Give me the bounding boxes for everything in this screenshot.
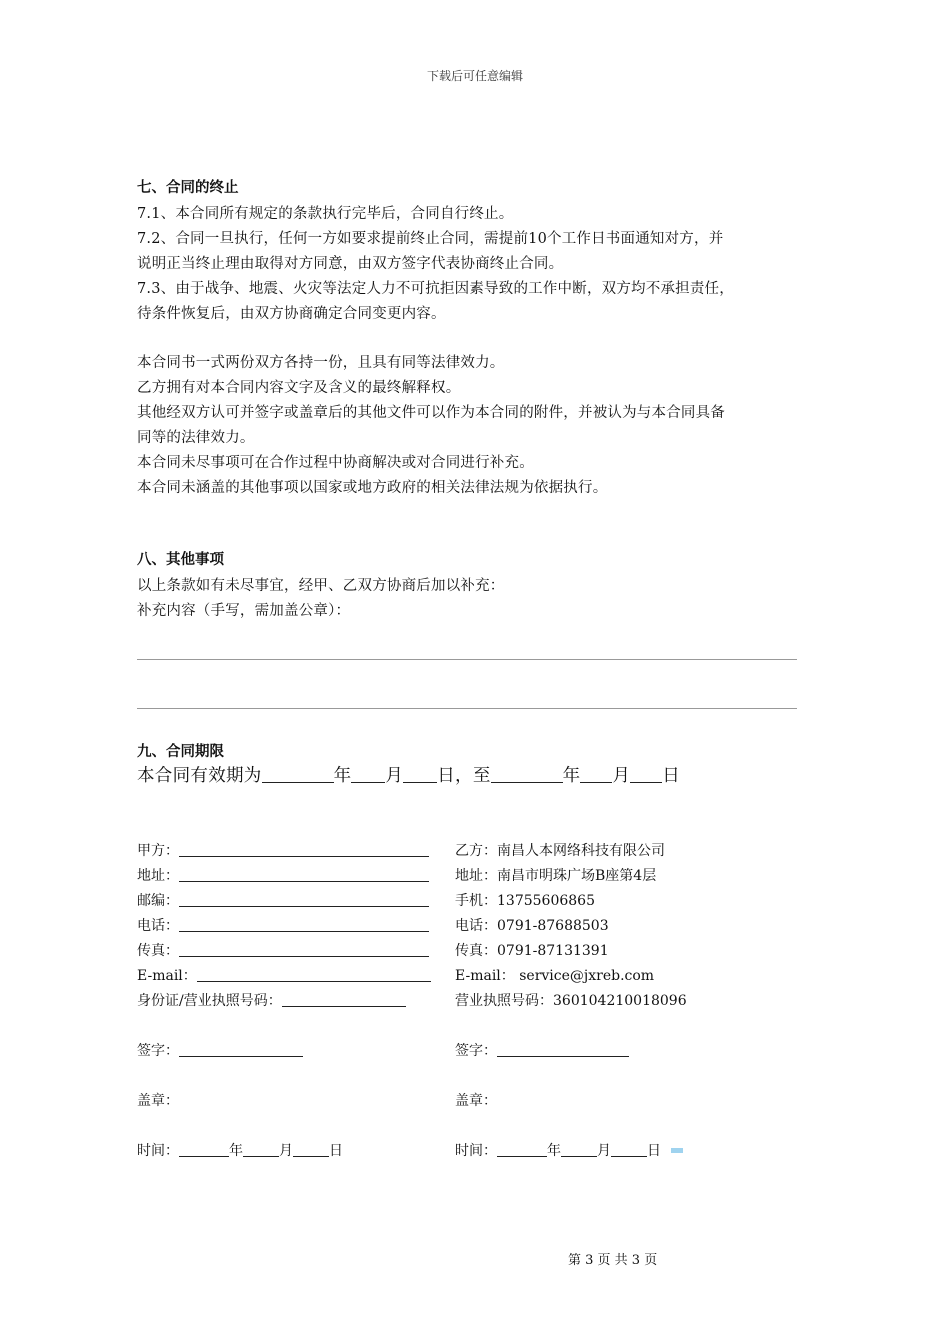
- phone-label: 电话：: [137, 918, 179, 934]
- party-b-fax: 传真：0791-87131391: [455, 943, 609, 959]
- general-clause-line: 乙方拥有对本合同内容文字及含义的最终解释权。: [137, 380, 461, 396]
- party-a-day-field[interactable]: [293, 1142, 329, 1157]
- month-label: 月: [597, 1143, 611, 1159]
- section-7-title: 七、合同的终止: [137, 180, 239, 196]
- page-header: 下载后可任意编辑: [426, 69, 523, 83]
- party-a-fax-row: [137, 940, 429, 960]
- party-a-sign-row: [137, 1040, 303, 1060]
- section-7-line: 7.1、本合同所有规定的条款执行完毕后，合同自行终止。: [137, 206, 514, 222]
- party-b-year-field[interactable]: [497, 1142, 547, 1157]
- contract-period-line: [137, 762, 680, 787]
- section-7-line: 7.2、合同一旦执行，任何一方如要求提前终止合同，需提前10个工作日书面通知对方，并: [137, 231, 724, 247]
- day-label: 日: [647, 1143, 661, 1159]
- party-b-email: E-mail： service@jxreb.com: [455, 968, 655, 984]
- party-a-time-row: [137, 1140, 343, 1160]
- general-clause-line: 本合同未尽事项可在合作过程中协商解决或对合同进行补充。: [137, 455, 534, 471]
- party-a-phone-row: [137, 915, 429, 935]
- year-label: 年: [333, 766, 352, 786]
- party-b-sign-row: [455, 1040, 629, 1060]
- party-b-address: 地址：南昌市明珠广场B座第4层: [455, 868, 657, 884]
- section-9-title: 九、合同期限: [137, 744, 224, 760]
- party-b-license: 营业执照号码：360104210018096: [455, 993, 687, 1009]
- section-7-line: 待条件恢复后，由双方协商确定合同变更内容。: [137, 306, 446, 322]
- time-label: 时间：: [137, 1143, 179, 1159]
- party-b-phone: 电话：0791-87688503: [455, 918, 609, 934]
- fax-label: 传真：: [137, 943, 179, 959]
- sign-label: 签字：: [455, 1043, 497, 1059]
- supplement-write-line[interactable]: [137, 708, 797, 709]
- party-b-month-field[interactable]: [561, 1142, 597, 1157]
- text-cursor-highlight: [671, 1148, 683, 1153]
- year-label: 年: [562, 766, 581, 786]
- party-a-seal-label: 盖章：: [137, 1093, 179, 1109]
- month-label: 月: [612, 766, 631, 786]
- start-month-blank[interactable]: [351, 768, 385, 783]
- section-7-line: 7.3、由于战争、地震、火灾等法定人力不可抗拒因素导致的工作中断，双方均不承担责任，: [137, 281, 734, 297]
- day-label: 日: [662, 766, 681, 786]
- general-clause-line: 其他经双方认可并签字或盖章后的其他文件可以作为本合同的附件，并被认为与本合同具备: [137, 405, 725, 421]
- party-b-name: 乙方：南昌人本网络科技有限公司: [455, 843, 665, 859]
- month-label: 月: [385, 766, 404, 786]
- page-footer: 第 3 页 共 3 页: [568, 1253, 658, 1268]
- party-a-postcode-field[interactable]: [179, 892, 429, 907]
- section-7-line: 说明正当终止理由取得对方同意，由双方签字代表协商终止合同。: [137, 256, 564, 272]
- party-a-signature-field[interactable]: [179, 1042, 303, 1057]
- party-a-name-field[interactable]: [179, 842, 429, 857]
- party-b-day-field[interactable]: [611, 1142, 647, 1157]
- address-label: 地址：: [137, 868, 179, 884]
- party-a-id-field[interactable]: [282, 992, 406, 1007]
- party-b-seal-label: 盖章：: [455, 1093, 497, 1109]
- end-day-blank[interactable]: [630, 768, 662, 783]
- period-prefix: 本合同有效期为: [137, 766, 262, 786]
- day-label: 日: [329, 1143, 343, 1159]
- party-a-email-row: [137, 965, 431, 985]
- party-a-address-row: [137, 865, 429, 885]
- general-clause-line: 本合同未涵盖的其他事项以国家或地方政府的相关法律法规为依据执行。: [137, 480, 608, 496]
- start-day-blank[interactable]: [403, 768, 437, 783]
- general-clause-line: 本合同书一式两份双方各持一份，且具有同等法律效力。: [137, 355, 505, 371]
- party-a-name-row: [137, 840, 429, 860]
- general-clause-line: 同等的法律效力。: [137, 430, 255, 446]
- party-b-signature-field[interactable]: [497, 1042, 629, 1057]
- start-year-blank[interactable]: [262, 768, 334, 783]
- party-a-month-field[interactable]: [243, 1142, 279, 1157]
- party-a-phone-field[interactable]: [179, 917, 429, 932]
- id-label: 身份证/营业执照号码：: [137, 993, 282, 1009]
- supplement-write-line[interactable]: [137, 659, 797, 660]
- party-b-mobile: 手机：13755606865: [455, 893, 595, 909]
- day-to-label: 日，至: [437, 766, 491, 786]
- email-label: E-mail：: [137, 968, 197, 984]
- end-year-blank[interactable]: [491, 768, 563, 783]
- party-a-fax-field[interactable]: [179, 942, 429, 957]
- section-8-title: 八、其他事项: [137, 552, 224, 568]
- party-a-id-row: [137, 990, 406, 1010]
- party-a-postcode-row: [137, 890, 429, 910]
- sign-label: 签字：: [137, 1043, 179, 1059]
- party-a-year-field[interactable]: [179, 1142, 229, 1157]
- section-8-intro: 以上条款如有未尽事宜，经甲、乙双方协商后加以补充：: [137, 578, 505, 594]
- party-a-email-field[interactable]: [197, 967, 431, 982]
- end-month-blank[interactable]: [580, 768, 612, 783]
- party-a-label: 甲方：: [137, 843, 179, 859]
- year-label: 年: [229, 1143, 243, 1159]
- month-label: 月: [279, 1143, 293, 1159]
- party-b-time-row: [455, 1140, 661, 1160]
- party-a-address-field[interactable]: [179, 867, 429, 882]
- year-label: 年: [547, 1143, 561, 1159]
- section-8-supplement-label: 补充内容（手写，需加盖公章）：: [137, 603, 351, 619]
- time-label: 时间：: [455, 1143, 497, 1159]
- postcode-label: 邮编：: [137, 893, 179, 909]
